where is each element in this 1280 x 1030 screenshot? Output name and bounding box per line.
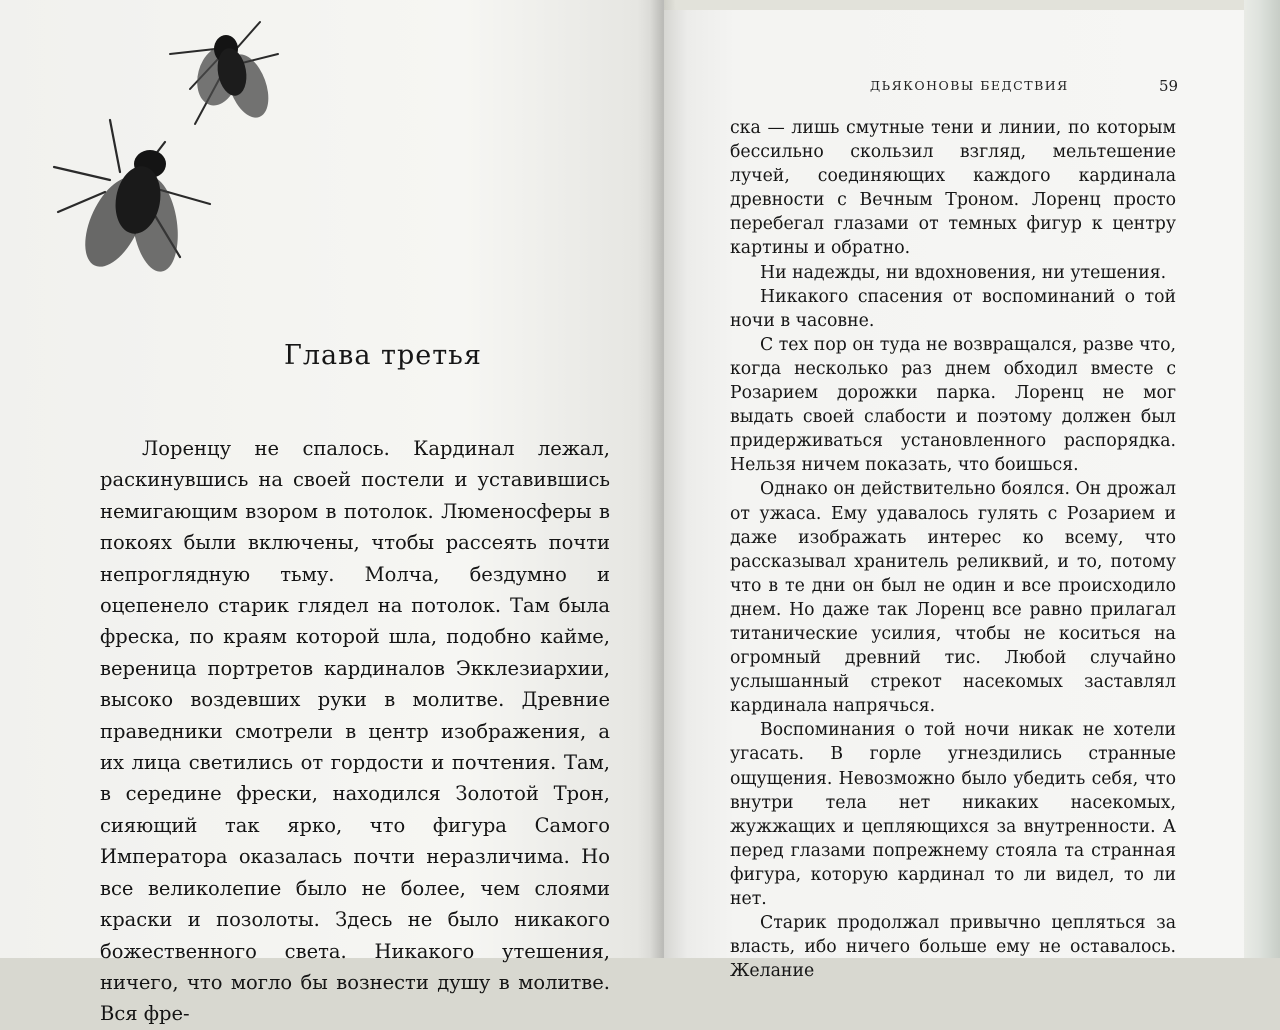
paragraph: Ни надежды, ни вдохновения, ни утешения. — [760, 262, 1167, 283]
paragraph: Никакого спасения от воспоминаний о той ночи в часовне. — [730, 286, 1176, 331]
paragraph: Старик продолжал привычно цепляться за власть, ибо ничего больше ему не оставалось. Желание — [730, 913, 1176, 982]
page-number: 59 — [1159, 77, 1179, 95]
paragraph: Воспоминания о той ночи никак не хотели угасать. В горле угнездились странные ощущения. Невозможно было убедить себя, что внутри тела нет никаких насекомых, жужжащих и цепляющихся за внутренности. А перед глазами попрежнему стояла та странная фигура, которую кардинал то ли видел, то ли нет. — [730, 720, 1176, 909]
paragraph: Однако он действительно боялся. Он дрожал от ужаса. Ему удавалось гулять с Розарием и даже изображать интерес ко всему, что рассказывал хранитель реликвий, и то, потому что в те дни он был не один и все происходило днем. Но даже так Лоренц все равно прилагал титанические усилия, чтобы не коситься на огромный древний тис. Любой случайно услышанный стрекот насекомых заставлял кардинала напрячься. — [730, 479, 1176, 717]
paragraph: С тех пор он туда не возвращался, разве что, когда несколько раз днем обходил вместе с Розарием дорожки парка. Лоренц не мог выдать своей слабости и поэтому должен был придерживаться установленного распорядка. Нельзя ничем показать, что боишься. — [730, 334, 1176, 476]
chapter-title: Глава третья — [284, 340, 482, 371]
left-paragraph: Лоренцу не спалось. Кардинал лежал, раскинувшись на своей постели и уставившись немигающим взором в потолок. Люменосферы в покоях были включены, чтобы рассеять почти непроглядную тьму. Молча, бездумно и оцепенело старик глядел на потолок. Там была фреска, по краям которой шла, подобно кайме, вереница портретов кардиналов Экклезиархии, высоко воздевших руки в молитве. Древние праведники смотрели в центр изображения, а их лица светились от гордости и почтения. Там, в середине фрески, находился Золотой Трон, сияющий так ярко, что фигура Самого Императора оказалась почти неразличима. Но все великолепие было не более, чем слоями краски и позолоты. Здесь не было никакого божественного света. Никакого утешения, ничего, что могло бы вознести душу в молитве. Вся фре- — [100, 437, 610, 1026]
paragraph: ска — лишь смутные тени и линии, по которым бессильно скользил взгляд, мельтешение лучей, соединяющих каждого кардинала древности с Вечным Троном. Лоренц просто перебегал глазами от темных фигур к центру картины и обратно. — [730, 118, 1176, 259]
running-header: ДЬЯКОНОВЫ БЕДСТВИЯ — [870, 78, 1069, 93]
fly-icon — [50, 112, 220, 292]
page-edges — [1244, 0, 1280, 958]
right-text-block — [730, 116, 1176, 983]
